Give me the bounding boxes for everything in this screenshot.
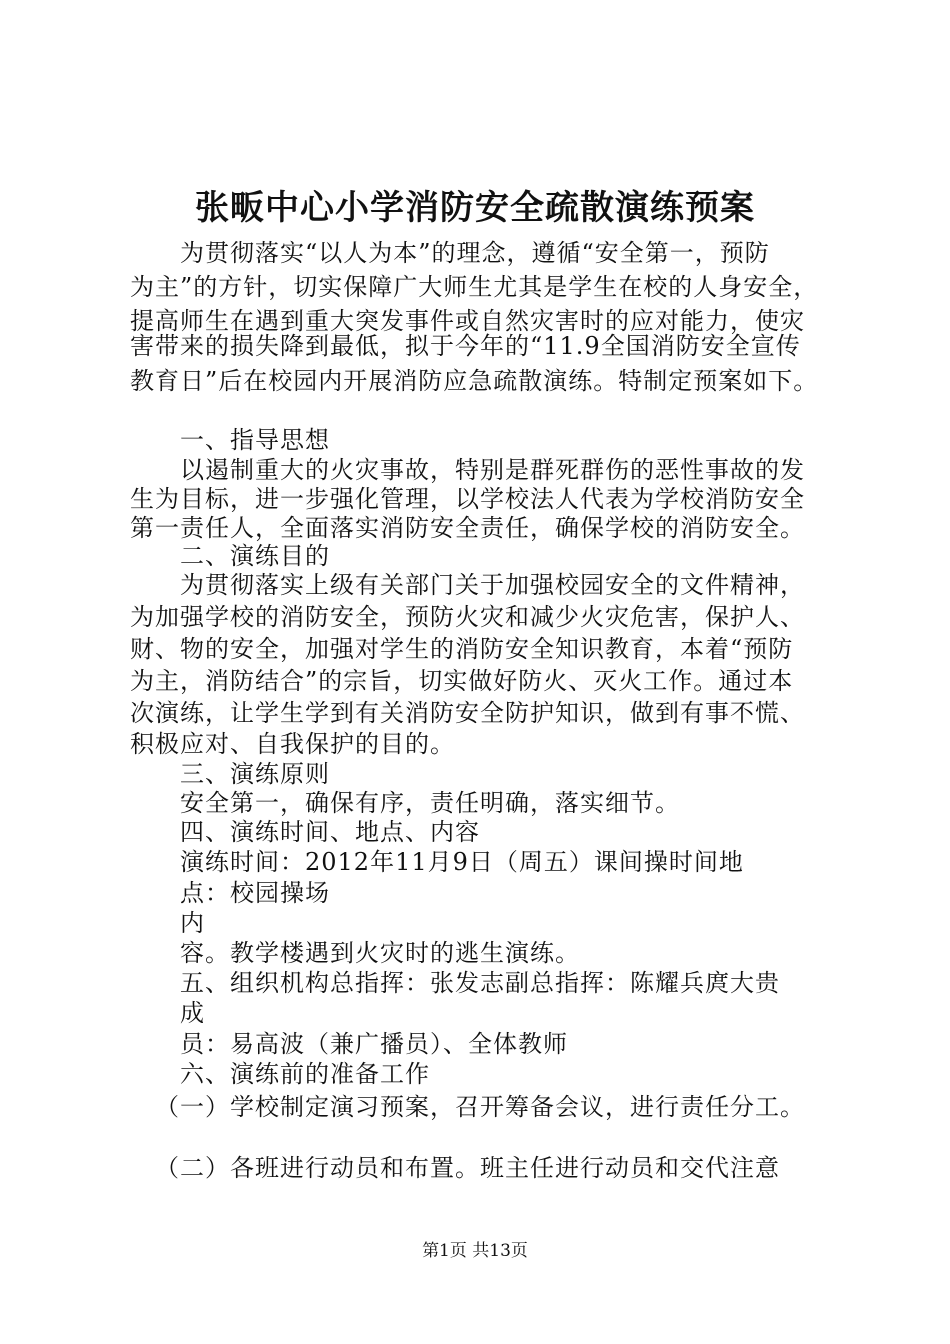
text-line: 为贯彻落实“以人为本”的理念，遵循“安全第一，预防 [180, 239, 770, 267]
section-heading: 三、演练原则 [180, 760, 330, 788]
text-line: 第一责任人，全面落实消防安全责任，确保学校的消防安全。 [130, 514, 805, 542]
text-line: 为加强学校的消防安全，预防火灾和减少火灾危害，保护人、 [130, 603, 805, 631]
text-line: 成 [180, 999, 205, 1027]
text-line: （一）学校制定演习预案，召开筹备会议，进行责任分工。 [155, 1093, 805, 1121]
page-footer: 第1页 共13页 [422, 1241, 528, 1261]
text-line: （二）各班进行动员和布置。班主任进行动员和交代注意 [155, 1154, 780, 1182]
text-line: 生为目标，进一步强化管理，以学校法人代表为学校消防安全 [130, 485, 805, 513]
section-heading: 二、演练目的 [180, 542, 330, 570]
section-heading: 一、指导思想 [180, 426, 330, 454]
text-line: 内 [180, 909, 205, 937]
text-line: 害带来的损失降到最低，拟于今年的“11.9全国消防安全宣传 [130, 332, 801, 360]
text-line: 以遏制重大的火灾事故，特别是群死群伤的恶性事故的发 [180, 456, 805, 484]
text-line: 安全第一，确保有序，责任明确，落实细节。 [180, 789, 680, 817]
text-line: 提高师生在遇到重大突发事件或自然灾害时的应对能力，使灾 [130, 307, 805, 335]
text-line: 财、物的安全，加强对学生的消防安全知识教育，本着“预防 [130, 635, 794, 663]
document-title: 张畈中心小学消防安全疏散演练预案 [195, 188, 755, 228]
text-line: 演练时间：2012年11月9日（周五）课间操时间地 [180, 848, 744, 876]
section-heading: 五、组织机构总指挥：张发志副总指挥：陈耀兵庹大贵 [180, 969, 780, 997]
text-line: 容。教学楼遇到火灾时的逃生演练。 [180, 939, 580, 967]
section-heading: 四、演练时间、地点、内容 [180, 818, 480, 846]
section-heading: 六、演练前的准备工作 [180, 1060, 430, 1088]
text-line: 次演练，让学生学到有关消防安全防护知识，做到有事不慌、 [130, 699, 805, 727]
text-line: 为主，消防结合”的宗旨，切实做好防火、灭火工作。通过本 [130, 667, 794, 695]
text-line: 积极应对、自我保护的目的。 [130, 730, 455, 758]
text-line: 为贯彻落实上级有关部门关于加强校园安全的文件精神， [180, 571, 805, 599]
text-line: 为主”的方针，切实保障广大师生尤其是学生在校的人身安全， [130, 273, 819, 301]
text-line: 员：易高波（兼广播员）、全体教师 [180, 1030, 568, 1058]
text-line: 点：校园操场 [180, 879, 330, 907]
text-line: 教育日”后在校园内开展消防应急疏散演练。特制定预案如下。 [130, 367, 819, 395]
